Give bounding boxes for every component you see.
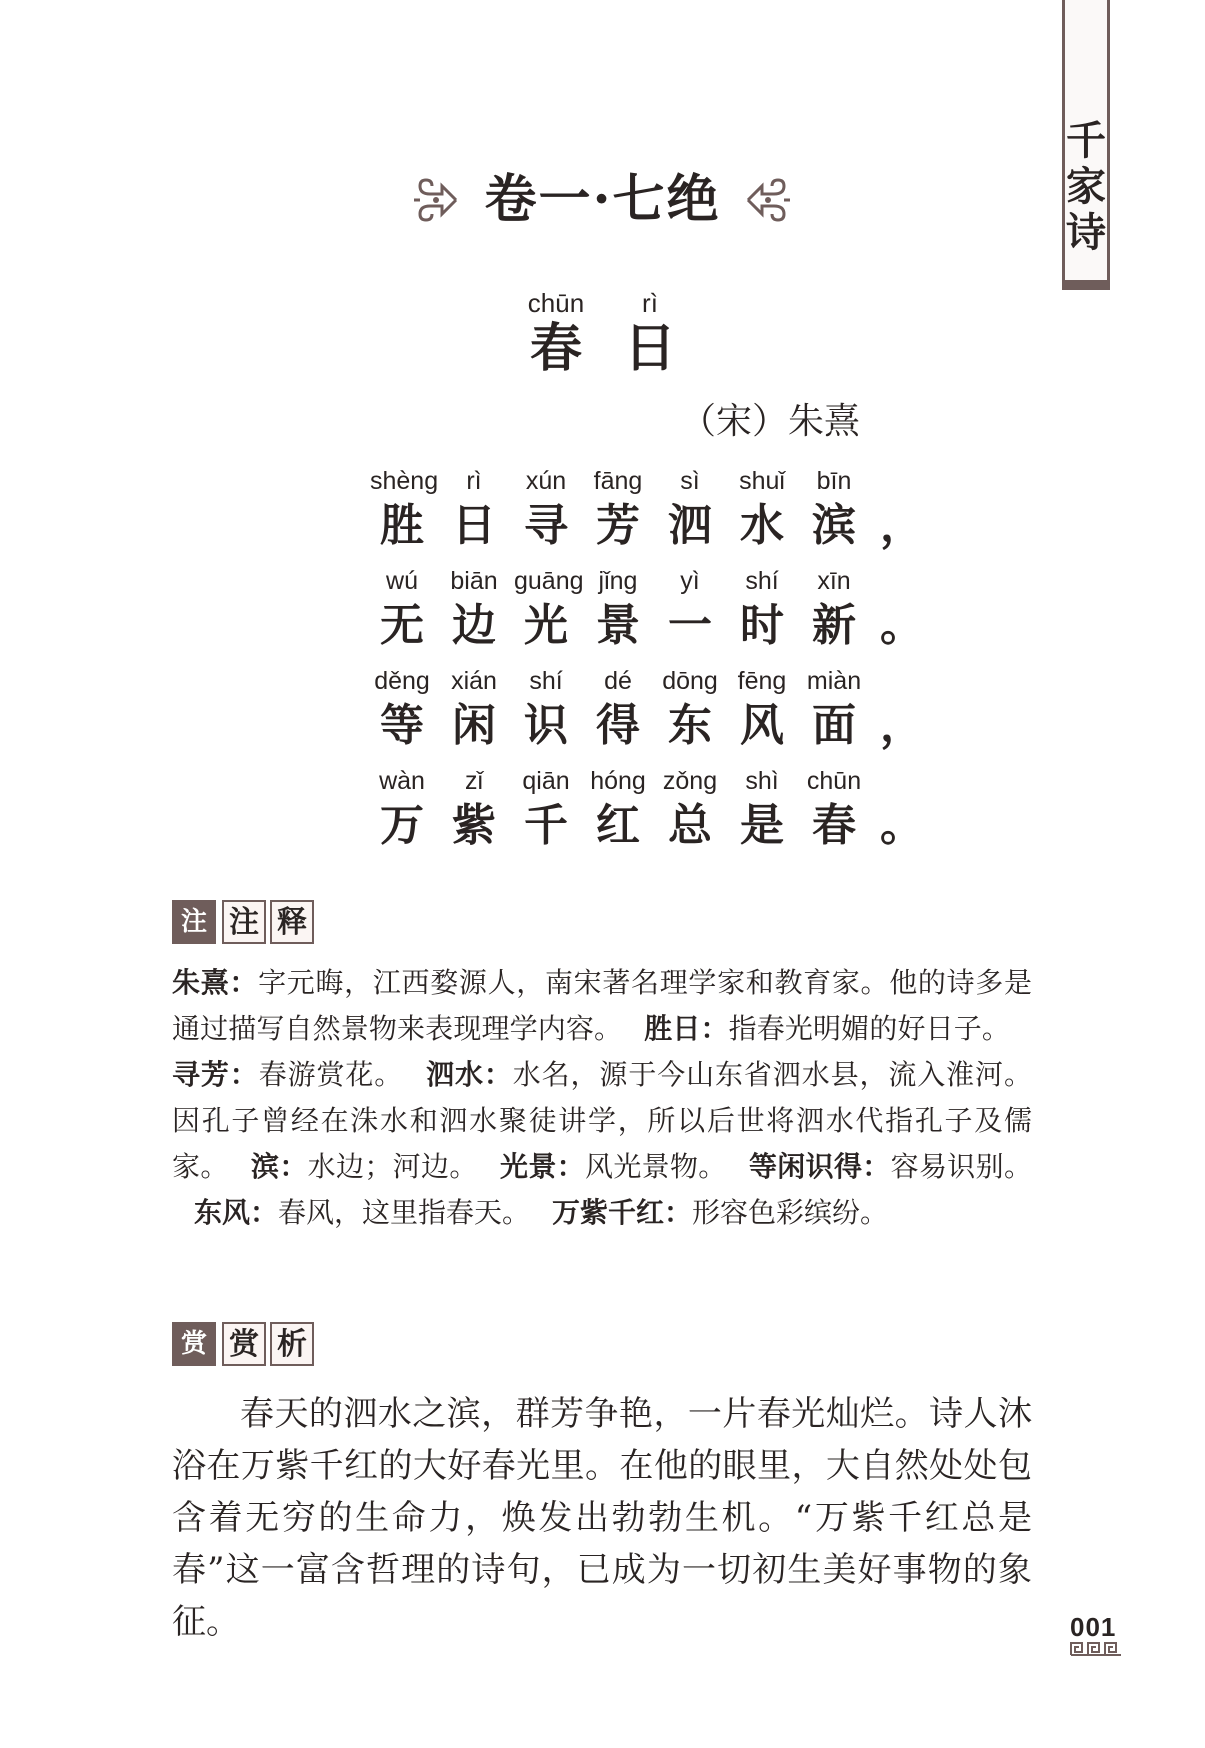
poem-title-char	[610, 288, 690, 380]
notes-heading-char: 注	[222, 900, 266, 944]
poem-char	[442, 666, 506, 756]
poem-punct	[870, 566, 934, 656]
char-hanzi: 等	[380, 700, 424, 751]
poem-char	[658, 666, 722, 756]
note-term: 万紫千红：	[552, 1196, 693, 1229]
poem-char	[514, 566, 584, 656]
side-tab	[1062, 0, 1110, 290]
note-term: 滨：	[250, 1150, 308, 1183]
note-term: 寻芳：	[172, 1058, 259, 1091]
char-pinyin: dé	[604, 667, 632, 695]
poem-char	[802, 466, 866, 556]
poem-char	[658, 566, 722, 656]
char-pinyin: hóng	[590, 767, 646, 795]
char-pinyin: jǐng	[598, 567, 638, 595]
appreciation-heading-char: 析	[270, 1322, 314, 1366]
poem-char	[802, 766, 866, 856]
char-pinyin: bīn	[816, 467, 852, 495]
poem-char	[730, 666, 794, 756]
char-hanzi: 红	[596, 800, 640, 851]
note-term: 东风：	[194, 1196, 279, 1229]
poem-char	[802, 666, 866, 756]
char-hanzi: 风	[740, 700, 784, 751]
note-term: 朱熹：	[172, 966, 259, 999]
title-pinyin: chūn	[527, 288, 585, 318]
char-hanzi: 紫	[452, 800, 496, 851]
poem-char	[730, 466, 794, 556]
note-term: 等闲识得：	[748, 1150, 891, 1183]
appreciation-badge-icon: 赏	[172, 1322, 216, 1366]
char-hanzi: 光	[524, 600, 568, 651]
char-hanzi: 泗	[668, 500, 712, 551]
char-hanzi: 寻	[524, 500, 568, 551]
char-pinyin: dōng	[662, 667, 718, 695]
title-hanzi: 日	[623, 318, 676, 379]
char-pinyin: xīn	[817, 567, 851, 595]
char-pinyin: sì	[680, 467, 700, 495]
note-text: 容易识别。	[890, 1150, 1032, 1183]
char-pinyin	[870, 466, 934, 496]
title-hanzi: 春	[529, 318, 582, 379]
char-hanzi: ，	[880, 500, 924, 551]
char-pinyin: qiān	[522, 767, 570, 795]
char-hanzi: 总	[668, 800, 712, 851]
poem-char	[370, 466, 439, 556]
note-text: 水名，源于今山东省泗水县，流入淮河。因孔子曾经在洙水和泗水聚徒讲学，所以后世将泗水代指孔子及儒家。	[172, 1058, 1032, 1183]
char-hanzi: 。	[880, 800, 924, 851]
char-hanzi: 水	[740, 500, 784, 551]
char-pinyin	[870, 566, 934, 596]
char-pinyin: zǒng	[662, 767, 718, 795]
char-hanzi: 新	[812, 600, 856, 651]
char-pinyin: guāng	[514, 567, 584, 595]
char-pinyin: shí	[529, 667, 563, 695]
char-hanzi: 闲	[452, 700, 496, 751]
chapter-title: 卷一·七绝	[484, 169, 721, 230]
char-hanzi: 无	[380, 600, 424, 651]
char-pinyin: miàn	[806, 667, 862, 695]
char-pinyin: biān	[450, 567, 498, 595]
note-text: 春游赏花。	[258, 1058, 404, 1091]
char-hanzi: 边	[452, 600, 496, 651]
poem-char	[370, 766, 434, 856]
char-hanzi: 得	[596, 700, 640, 751]
poem-char	[658, 766, 722, 856]
ornament-right-icon	[746, 172, 792, 228]
char-pinyin: fāng	[593, 467, 643, 495]
char-pinyin: wàn	[379, 767, 425, 795]
char-hanzi: 滨	[812, 500, 856, 551]
fret-pattern-icon	[1070, 1642, 1122, 1656]
char-pinyin	[870, 766, 934, 796]
poem-char	[730, 766, 794, 856]
char-hanzi: ，	[880, 700, 924, 751]
char-hanzi: 万	[380, 800, 424, 851]
char-hanzi: 是	[740, 800, 784, 851]
char-pinyin: shí	[745, 567, 779, 595]
char-hanzi: 一	[668, 600, 712, 651]
char-hanzi: 识	[524, 700, 568, 751]
poem-char	[730, 566, 794, 656]
poem-char	[442, 566, 506, 656]
poem-punct	[870, 766, 934, 856]
char-pinyin: xún	[525, 467, 567, 495]
note-term: 胜日：	[644, 1012, 729, 1045]
char-hanzi: 面	[812, 700, 856, 751]
char-pinyin: rì	[466, 467, 482, 495]
char-pinyin: xián	[451, 667, 497, 695]
note-term: 光景：	[499, 1150, 585, 1183]
note-text: 风光景物。	[584, 1150, 727, 1183]
appreciation-body: 春天的泗水之滨，群芳争艳，一片春光灿烂。诗人沐浴在万紫千红的大好春光里。在他的眼里，大自然处处包含着无穷的生命力，焕发出勃勃生机。“万紫千红总是春”这一富含哲理的诗句，已成为一切初生美好事物的象征。	[172, 1394, 1032, 1642]
poem-char	[586, 566, 650, 656]
poem-char	[586, 766, 650, 856]
poem-char	[370, 566, 434, 656]
poem-char	[514, 666, 578, 756]
char-hanzi: 春	[812, 800, 856, 851]
note-text: 春风，这里指春天。	[278, 1196, 531, 1229]
char-pinyin: yì	[680, 567, 700, 595]
char-hanzi: 时	[740, 600, 784, 651]
poem-char	[442, 466, 506, 556]
poem-author: （宋）朱熹	[680, 401, 861, 442]
notes-body	[172, 960, 1032, 1236]
poem-char	[514, 766, 578, 856]
note-text: 形容色彩缤纷。	[692, 1196, 889, 1229]
notes-heading-char: 释	[270, 900, 314, 944]
poem-char	[658, 466, 722, 556]
poem-char	[802, 566, 866, 656]
note-text: 水边；河边。	[307, 1150, 478, 1183]
side-tab-bar	[1062, 280, 1110, 290]
char-pinyin: fēng	[737, 667, 787, 695]
char-pinyin	[870, 666, 934, 696]
appreciation-heading-char: 赏	[222, 1322, 266, 1366]
char-pinyin: shì	[745, 767, 779, 795]
poem-title-char	[516, 288, 596, 380]
poem-punct	[870, 666, 934, 756]
poem-char	[370, 666, 434, 756]
page-number: 001	[1070, 1612, 1117, 1642]
char-hanzi: 芳	[596, 500, 640, 551]
poem-char	[442, 766, 506, 856]
note-text: 指春光明媚的好日子。	[728, 1012, 1010, 1045]
poem-char	[586, 466, 650, 556]
char-pinyin: zǐ	[464, 767, 484, 795]
poem-char	[586, 666, 650, 756]
char-hanzi: 胜	[380, 500, 424, 551]
char-pinyin: děng	[374, 667, 430, 695]
poem-punct	[870, 466, 934, 556]
note-text: 字元晦，江西婺源人，南宋著名理学家和教育家。他的诗多是通过描写自然景物来表现理学内容。	[172, 966, 1032, 1045]
side-tab-label: 千家诗	[1066, 117, 1106, 256]
title-pinyin: rì	[642, 288, 658, 318]
char-hanzi: 东	[668, 700, 712, 751]
char-pinyin: shèng	[370, 467, 439, 495]
poem-char	[514, 466, 578, 556]
char-hanzi: 千	[524, 800, 568, 851]
char-hanzi: 景	[596, 600, 640, 651]
note-term: 泗水：	[425, 1058, 513, 1091]
char-pinyin: shuǐ	[739, 467, 785, 495]
char-hanzi: 。	[880, 600, 924, 651]
char-pinyin: chūn	[806, 767, 862, 795]
notes-badge-icon: 注	[172, 900, 216, 944]
char-hanzi: 日	[452, 500, 496, 551]
char-pinyin: wú	[386, 567, 418, 595]
